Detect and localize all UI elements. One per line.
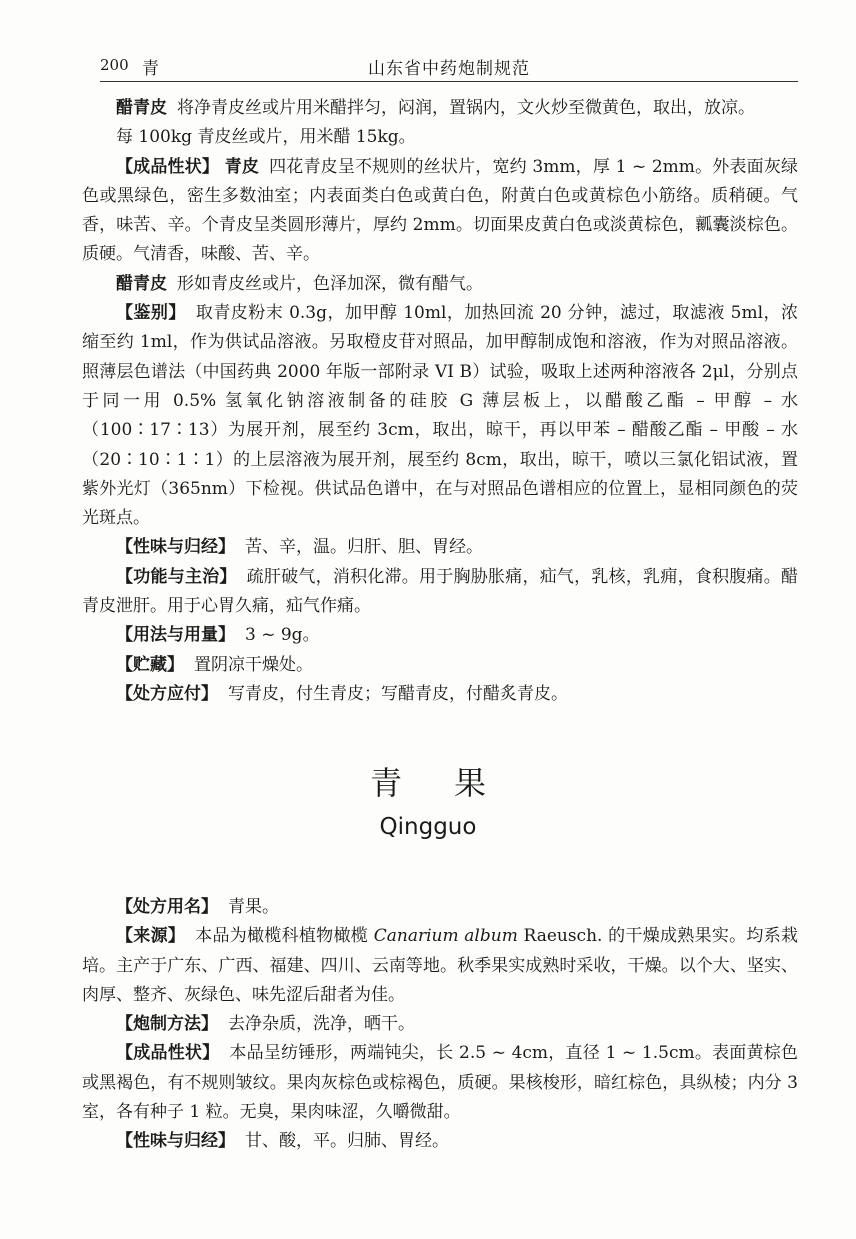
- cuqingpi-label: 醋青皮: [116, 98, 167, 118]
- qingpi-entry: [82, 94, 798, 709]
- qingpi-storage: [82, 651, 798, 680]
- qingpi-properties: [82, 153, 798, 270]
- processing-label: 【炮制方法】: [116, 1014, 218, 1035]
- rx-name-label: 【处方用名】: [116, 897, 218, 917]
- rx-name-text: 青果。: [228, 897, 279, 917]
- taste-label: 【性味与归经】: [116, 537, 235, 558]
- cuqingpi-properties: [82, 270, 798, 299]
- entry-title: 青果: [369, 764, 538, 802]
- qingpi-prescription: [82, 680, 798, 709]
- prescription-text: 写青皮，付生青皮；写醋青皮，付醋炙青皮。: [228, 683, 568, 704]
- qingguo-entry: [82, 893, 798, 1157]
- storage-text: 置阴凉干燥处。: [194, 654, 313, 675]
- qingguo-properties-text: 本品呈纺锤形，两端钝尖，长 2.5 ~ 4cm，直径 1 ~ 1.5cm。表面黄棕色或黑褐色，有不规则皱纹。果肉灰棕色或棕褐色，质硬。果核梭形，暗红棕色，具纵棱；内分 3 室，各有种子 1 粒。无臭，果肉味涩，久嚼微甜。: [82, 1043, 798, 1123]
- function-label: 【功能与主治】: [116, 566, 237, 587]
- qingpi-usage: [82, 621, 798, 650]
- usage-text: 3 ~ 9g。: [245, 625, 320, 646]
- qingpi-identification: [82, 299, 798, 533]
- qingguo-rx-name: [82, 893, 798, 922]
- qingpi-function: [82, 563, 798, 622]
- source-text-before: 本品为橄榄科植物橄榄: [195, 926, 374, 947]
- qingguo-taste-text: 甘、酸，平。归肺、胃经。: [245, 1131, 449, 1152]
- running-header: [100, 52, 798, 82]
- properties-label: 【成品性状】: [116, 156, 220, 177]
- cuqingpi-line2: 每 100kg 青皮丝或片，用米醋 15kg。: [116, 127, 416, 148]
- cuqingpi-ratio: [82, 123, 798, 152]
- qingpi-properties-text: 四花青皮呈不规则的丝状片，宽约 3mm，厚 1 ~ 2mm。外表面灰绿色或黑绿色，密生多数油室；内表面类白色或黄白色，附黄白色或黄棕色小筋络。质稍硬。气香，味苦、辛。个青皮呈类圆形薄片，厚约 2mm。切面果皮黄白色或淡黄棕色，瓤囊淡棕色。质硬。气清香，味酸、苦、辛。: [82, 156, 799, 265]
- book-title: 山东省中药炮制规范: [368, 59, 530, 79]
- cuqingpi-line1: 将净青皮丝或片用米醋拌匀，闷润，置锅内，文火炒至微黄色，取出，放凉。: [177, 98, 755, 118]
- identification-text: 取青皮粉末 0.3g，加甲醇 10ml，加热回流 20 分钟，滤过，取滤液 5ml，浓缩至约 1ml，作为供试品溶液。另取橙皮苷对照品，加甲醇制成饱和溶液，作为对照品溶液。照薄层色谱法（中国药典 2000 年版一部附录 VI B）试验，吸取上述两种溶液各 2μl，分别点于同一用 0.5% 氢氧化钠溶液制备的硅胶 G 薄层板上，以醋酸乙酯 – 甲醇 – 水（100∶17∶13）为展开剂，展至约 3cm，取出，晾干，再以甲苯 – 醋酸乙酯 – 甲酸 – 水（20∶10∶1∶1）的上层溶液为展开剂，展至约 8cm，取出，晾干，喷以三氯化铝试液，置紫外光灯（365nm）下检视。供试品色谱中，在与对照品色谱相应的位置上，显相同颜色的荧光斑点。: [82, 303, 798, 529]
- function-text: 疏肝破气，消积化滞。用于胸胁胀痛，疝气，乳核，乳痈，食积腹痛。醋青皮泄肝。用于心胃久痛，疝气作痛。: [82, 566, 799, 617]
- qingguo-properties: [82, 1039, 798, 1127]
- prescription-label: 【处方应付】: [116, 683, 218, 704]
- qingpi-sub-label: 青皮: [224, 156, 260, 177]
- qingpi-taste: [82, 533, 798, 562]
- header-rule: [100, 81, 798, 82]
- qingguo-taste: [82, 1127, 798, 1156]
- processing-text: 去净杂质，洗净，晒干。: [228, 1014, 415, 1035]
- entry-pinyin: Qingguo: [379, 814, 477, 840]
- page-header-char: 青: [142, 59, 159, 79]
- qingguo-source: [82, 922, 798, 1010]
- taste-text: 苦、辛，温。归肝、胆、胃经。: [245, 537, 483, 558]
- cuqingpi-props-label: 醋青皮: [116, 273, 167, 294]
- cuqingpi-processing: [82, 94, 798, 123]
- storage-label: 【贮藏】: [116, 654, 184, 675]
- latin-name: Canarium album: [373, 926, 518, 947]
- qingguo-title-block: [0, 758, 856, 840]
- usage-label: 【用法与用量】: [116, 625, 235, 646]
- identification-label: 【鉴别】: [116, 303, 186, 324]
- page-number: 200: [100, 56, 129, 74]
- qingguo-properties-label: 【成品性状】: [116, 1043, 220, 1064]
- cuqingpi-props-text: 形如青皮丝或片，色泽加深，微有醋气。: [177, 273, 483, 294]
- qingguo-processing: [82, 1010, 798, 1039]
- source-label: 【来源】: [116, 926, 186, 947]
- qingguo-taste-label: 【性味与归经】: [116, 1131, 235, 1152]
- source-text-after: Raeusch. 的干燥成熟果实。均系栽培。主产于广东、广西、福建、四川、云南等地。秋季果实成熟时采收，干燥。以个大、坚实、肉厚、整齐、灰绿色、味先涩后甜者为佳。: [82, 926, 799, 1005]
